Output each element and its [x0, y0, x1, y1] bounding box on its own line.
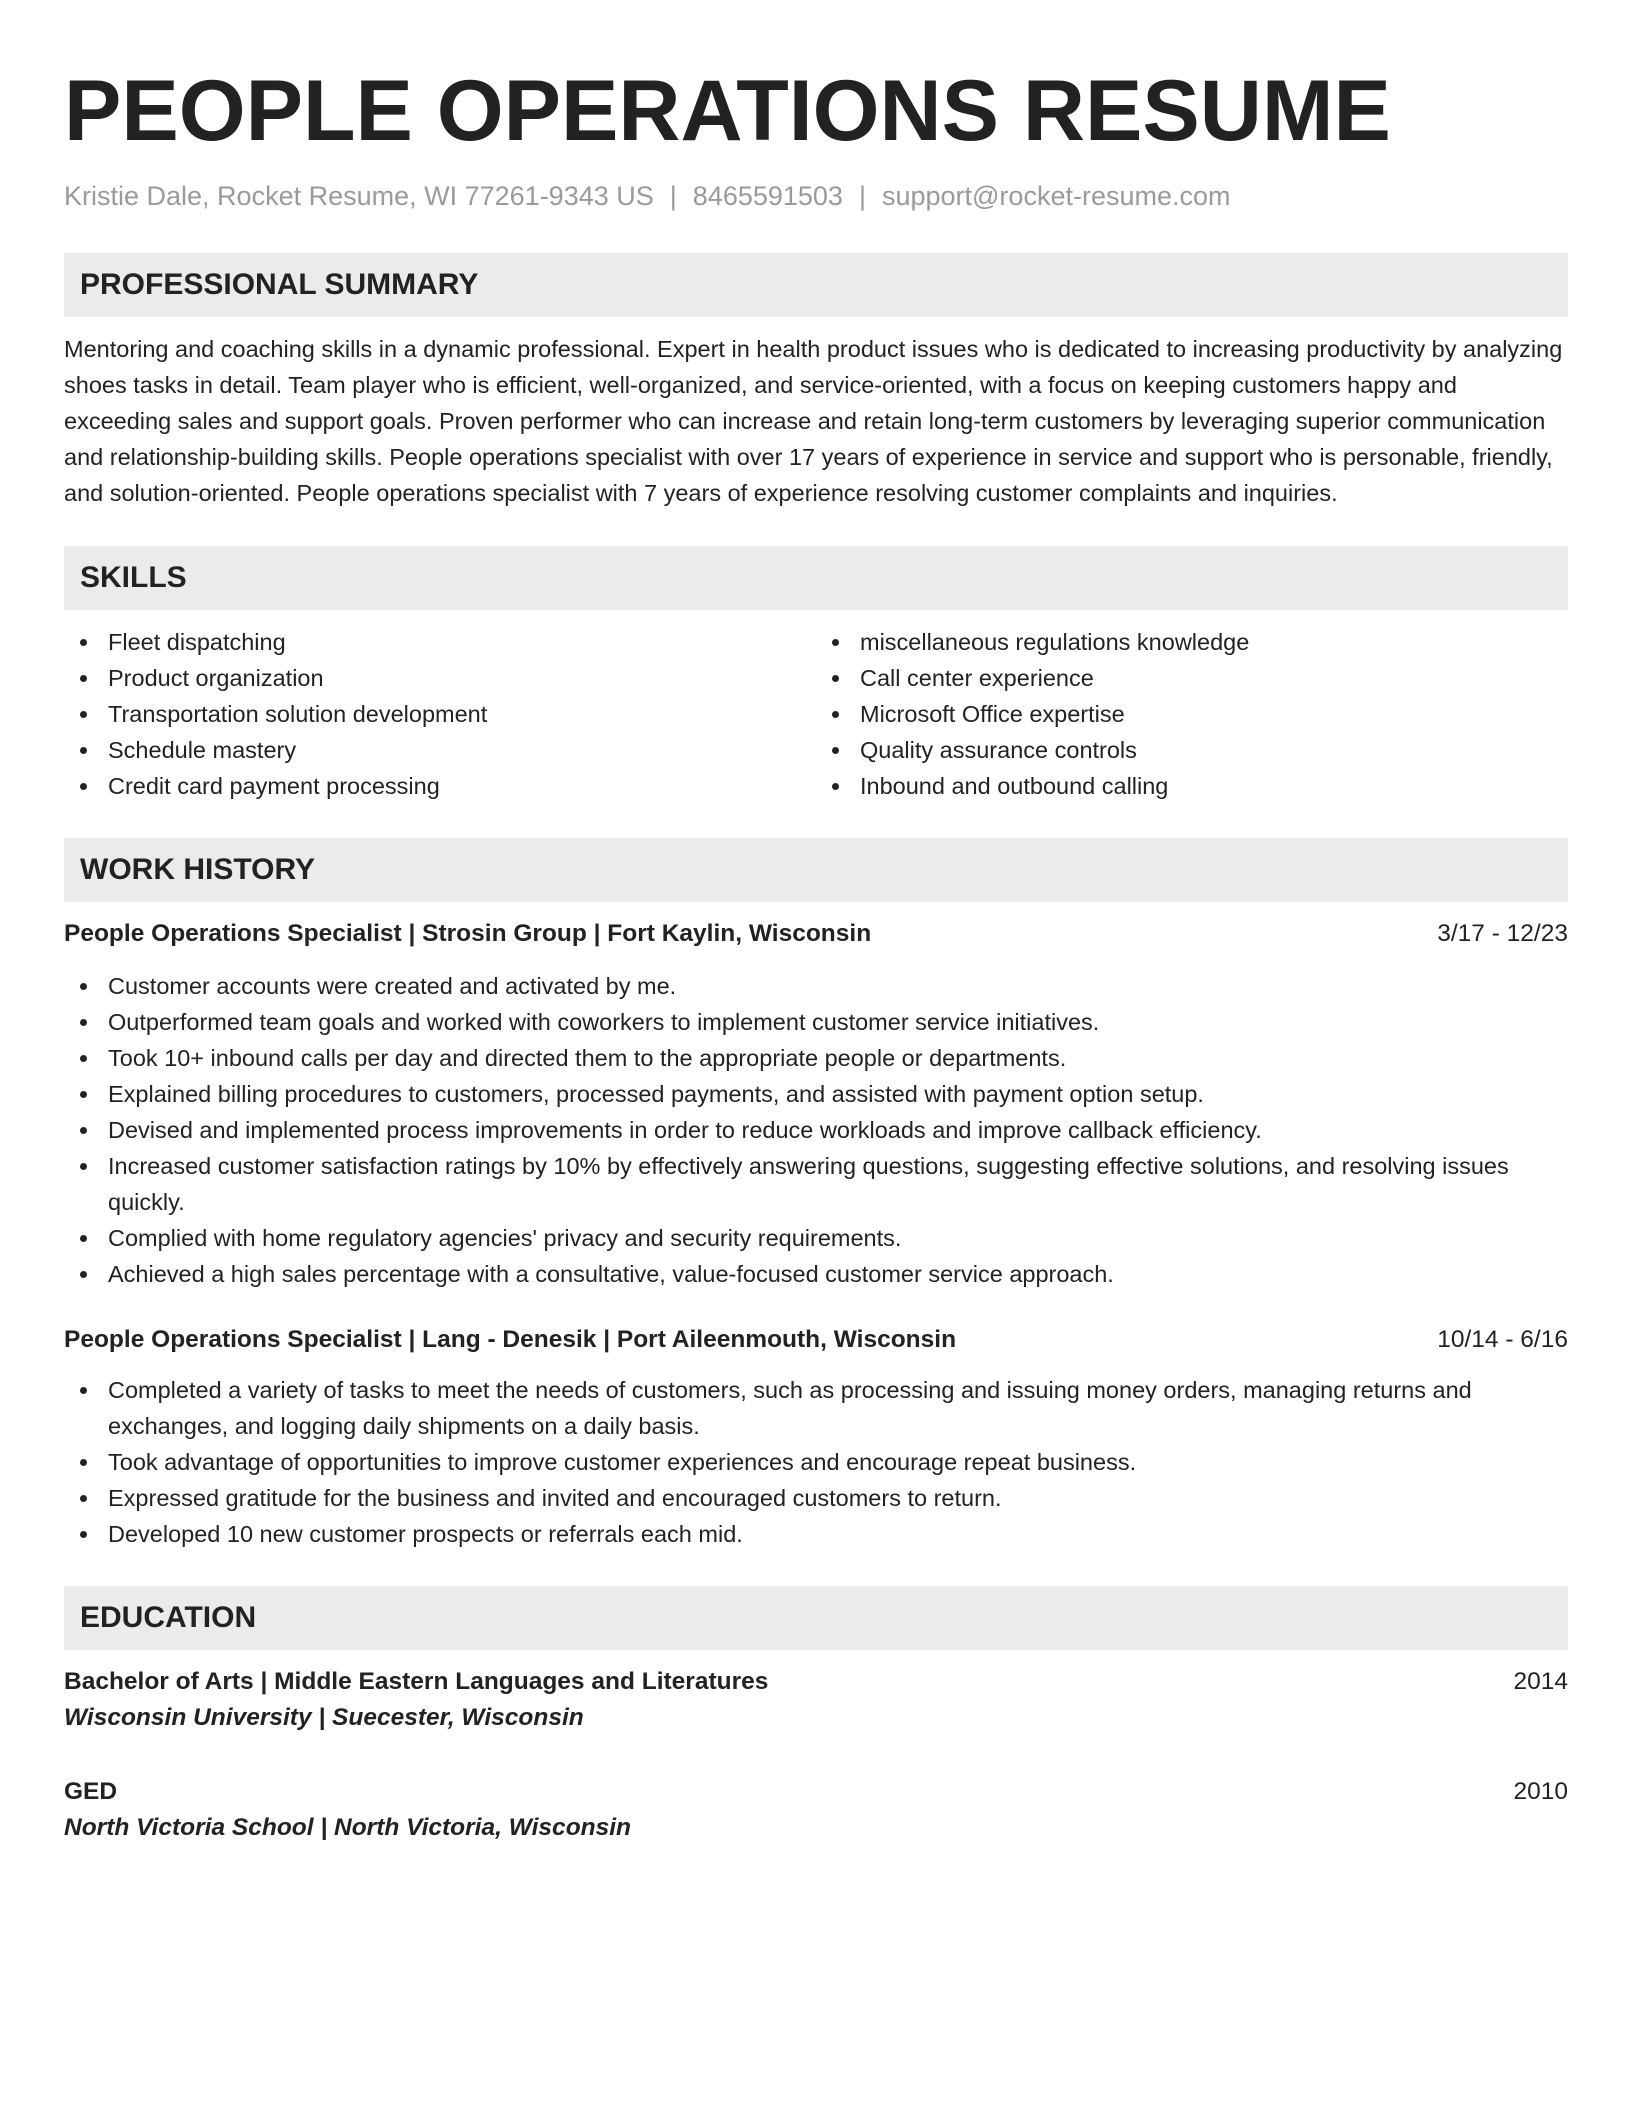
- job-bullet: Outperformed team goals and worked with coworkers to implement customer service initiatives.: [64, 1004, 1568, 1040]
- job-bullet: Achieved a high sales percentage with a consultative, value-focused customer service approach.: [64, 1256, 1568, 1292]
- job-bullet: Took 10+ inbound calls per day and directed them to the appropriate people or departments.: [64, 1040, 1568, 1076]
- contact-address: Kristie Dale, Rocket Resume, WI 77261-9343 US: [64, 181, 654, 211]
- summary-heading: PROFESSIONAL SUMMARY: [64, 253, 1568, 317]
- job-bullet: Explained billing procedures to customers, processed payments, and assisted with payment option setup.: [64, 1076, 1568, 1112]
- job-bullet: Completed a variety of tasks to meet the needs of customers, such as processing and issuing money orders, managing returns and exchanges, and logging daily shipments on a daily basis.: [64, 1372, 1568, 1444]
- summary-text: Mentoring and coaching skills in a dynamic professional. Expert in health product issues who is dedicated to increasing productivity by analyzing shoes tasks in detail. Team player who is efficient, well-organized, and service-oriented, with a focus on keeping customers happy and exceeding sales and support goals. Proven performer who can increase and retain long-term customers by leveraging superior communication and relationship-building skills. People operations specialist with over 17 years of experience in service and support who is personable, friendly, and solution-oriented. People operations specialist with 7 years of experience resolving customer complaints and inquiries.: [64, 336, 1563, 506]
- contact-line: [64, 178, 1568, 214]
- contact-email: support@rocket-resume.com: [881, 181, 1231, 211]
- job-title: People Operations Specialist | Lang - Denesik | Port Aileenmouth, Wisconsin: [64, 1326, 957, 1353]
- job-bullets: [64, 1372, 1568, 1552]
- job-header: [64, 916, 1568, 952]
- job-bullet: Increased customer satisfaction ratings by 10% by effectively answering questions, suggesting effective solutions, and resolving issues quickly.: [64, 1148, 1568, 1220]
- job-bullet: Complied with home regulatory agencies' privacy and security requirements.: [64, 1220, 1568, 1256]
- job-dates: 10/14 - 6/16: [1437, 1326, 1568, 1353]
- education-degree: Bachelor of Arts | Middle Eastern Languages and Literatures: [64, 1668, 769, 1695]
- contact-phone: 8465591503: [692, 181, 843, 211]
- education-entry: [64, 1664, 1568, 1736]
- job-entry: [64, 916, 1568, 1292]
- skills-column-right: [816, 624, 1568, 804]
- job-bullets: [64, 968, 1568, 1292]
- skill-item: Product organization: [64, 660, 816, 696]
- job-bullet: Developed 10 new customer prospects or referrals each mid.: [64, 1516, 1568, 1552]
- education-degree: GED: [64, 1778, 118, 1805]
- education-year: 2014: [1513, 1668, 1568, 1695]
- job-entry: [64, 1322, 1568, 1552]
- job-bullet: Took advantage of opportunities to improve customer experiences and encourage repeat business.: [64, 1444, 1568, 1480]
- skills-column-left: [64, 624, 816, 804]
- skills-list: [64, 624, 1568, 804]
- skill-item: Fleet dispatching: [64, 624, 816, 660]
- education-heading: EDUCATION: [64, 1586, 1568, 1650]
- education-school: Wisconsin University | Suecester, Wisconsin: [64, 1704, 584, 1731]
- education-header: [64, 1774, 1568, 1810]
- skill-item: Call center experience: [816, 660, 1568, 696]
- job-bullet: Expressed gratitude for the business and invited and encouraged customers to return.: [64, 1480, 1568, 1516]
- job-bullet: Customer accounts were created and activated by me.: [64, 968, 1568, 1004]
- job-bullet: Devised and implemented process improvements in order to reduce workloads and improve callback efficiency.: [64, 1112, 1568, 1148]
- job-dates: 3/17 - 12/23: [1437, 920, 1568, 947]
- education-year: 2010: [1513, 1778, 1568, 1805]
- contact-separator: |: [669, 181, 677, 211]
- job-title: People Operations Specialist | Strosin Group | Fort Kaylin, Wisconsin: [64, 920, 872, 947]
- education-school: North Victoria School | North Victoria, Wisconsin: [64, 1814, 632, 1841]
- work-heading: WORK HISTORY: [64, 838, 1568, 902]
- education-entry: [64, 1774, 1568, 1846]
- skill-item: Quality assurance controls: [816, 732, 1568, 768]
- skills-heading: SKILLS: [64, 546, 1568, 610]
- contact-separator: |: [858, 181, 866, 211]
- skill-item: miscellaneous regulations knowledge: [816, 624, 1568, 660]
- education-header: [64, 1664, 1568, 1700]
- skill-item: Inbound and outbound calling: [816, 768, 1568, 804]
- resume-title: PEOPLE OPERATIONS RESUME: [64, 63, 1391, 159]
- skill-item: Microsoft Office expertise: [816, 696, 1568, 732]
- skill-item: Credit card payment processing: [64, 768, 816, 804]
- skill-item: Transportation solution development: [64, 696, 816, 732]
- skill-item: Schedule mastery: [64, 732, 816, 768]
- job-header: [64, 1322, 1568, 1358]
